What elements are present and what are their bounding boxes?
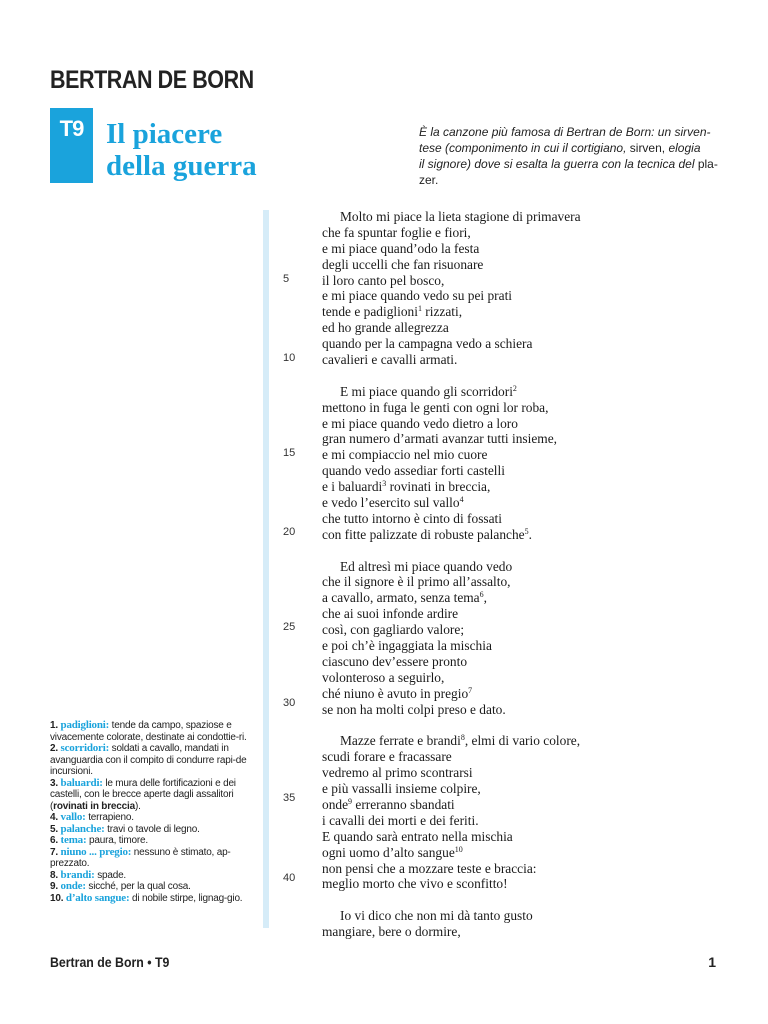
poem-line: meglio morto che vivo e sconfitto! [322, 876, 508, 892]
poem-line: mangiare, bere o dormire, [322, 924, 461, 940]
author-heading: BERTRAN DE BORN [50, 66, 254, 94]
intro-text: il signore) dove si esalta la guerra con la tecnica del [419, 157, 695, 171]
poem-line: scudi forare e fracassare [322, 749, 452, 765]
footnote: 4. vallo: terrapieno. [50, 811, 134, 823]
footnote: 6. tema: paura, timore. [50, 834, 148, 846]
poem-line: il loro canto pel bosco, [322, 272, 445, 288]
line-number: 40 [283, 872, 296, 884]
poem-line: e mi piace quando vedo dietro a loro [322, 415, 518, 431]
poem-line: con fitte palizzate di robuste palanche$^5$. [322, 526, 532, 542]
intro-paragraph [419, 124, 719, 188]
poem-line: che il signore è il primo all’assalto, [322, 574, 511, 590]
poem-line: onde$^9$ erreranno sbandati [322, 796, 455, 812]
page-title [106, 118, 257, 182]
line-number: 35 [283, 792, 296, 804]
poem-line: e poi ch’è ingaggiata la mischia [322, 638, 492, 654]
poem-line: ed ho grande allegrezza [322, 320, 449, 336]
line-number: 25 [283, 621, 296, 633]
poem-line: non pensi che a mozzare teste e braccia: [322, 860, 537, 876]
footnote-ref[interactable]: 3 [382, 479, 387, 489]
poem-line: se non ha molti colpi preso e dato. [322, 701, 506, 717]
title-line-1: Il piacere [106, 118, 223, 150]
footnote-ref[interactable]: 1 [417, 304, 422, 314]
footnotes [50, 720, 250, 904]
footnote: 1. padiglioni: tende da campo, spaziose e vivacemente colorate, destinate ai condottie-ri. [50, 719, 247, 743]
poem-line: tende e padiglioni$^1$ rizzati, [322, 304, 463, 320]
intro-text: elogia [665, 141, 701, 155]
line-number: 20 [283, 526, 296, 538]
footnote: 3. baluardi: le mura delle fortificazioni e dei castelli, con le brecce aperte dagli assalitori (rovinati in breccia). [50, 776, 236, 812]
footnote: 2. scorridori: soldati a cavallo, mandati in avanguardia con il compito di condurre rapi-de incursioni. [50, 742, 247, 777]
poem-line: degli uccelli che fan risuonare [322, 256, 484, 272]
footnote-ref[interactable]: 6 [479, 590, 484, 600]
poem-line: cavalieri e cavalli armati. [322, 352, 458, 368]
footnote-ref[interactable]: 4 [459, 495, 464, 505]
footnote-ref[interactable]: 5 [524, 526, 529, 536]
footnote-ref[interactable]: 7 [468, 685, 473, 695]
poem-line: ogni uomo d’alto sangue$^{10}$ [322, 844, 463, 860]
intro-text: sirven, [626, 141, 666, 155]
intro-text: pla- [694, 157, 718, 171]
poem-line: e mi piace quando vedo su pei prati [322, 288, 513, 304]
poem-line: e mi compiaccio nel mio cuore [322, 447, 488, 463]
footnote-ref[interactable]: 9 [348, 796, 353, 806]
intro-text: È la canzone più famosa di Bertran de Born: un sirven- [419, 125, 711, 139]
title-line-2: della guerra [106, 150, 257, 182]
text-number-badge: T9 [50, 108, 93, 183]
poem-line: e mi piace quand’odo la festa [322, 240, 480, 256]
poem-line: Ed altresì mi piace quando vedo [340, 558, 513, 574]
poem-line: E quando sarà entrato nella mischia [322, 828, 513, 844]
poem-line: Mazze ferrate e brandi$^8$, elmi di vario colore, [340, 733, 581, 749]
footnote: 10. d’alto sangue: di nobile stirpe, lignag-gio. [50, 891, 243, 904]
poem-line: mettono in fuga le genti con ogni lor roba, [322, 399, 549, 415]
poem-line: che tutto intorno è cinto di fossati [322, 510, 502, 526]
poem-text [322, 209, 581, 940]
intro-text: zer. [419, 173, 439, 187]
poem-line: e vedo l’esercito sul vallo$^4$ [322, 495, 464, 511]
poem-line: ché niuno è avuto in pregio$^7$ [322, 685, 473, 701]
poem-line: che fa spuntar foglie e fiori, [322, 224, 471, 240]
line-number: 15 [283, 447, 296, 459]
poem-line: e più vassalli insieme colpire, [322, 781, 481, 797]
poem-line: volonteroso a seguirlo, [322, 669, 445, 685]
poem-line: E mi piace quando gli scorridori$^2$ [340, 383, 517, 399]
line-number: 10 [283, 352, 296, 364]
margin-bar [263, 210, 269, 928]
running-footer: Bertran de Born • T9 [50, 954, 170, 970]
poem-line: quando per la campagna vedo a schiera [322, 336, 533, 352]
footnote: 9. onde: sicché, per la qual cosa. [50, 880, 191, 892]
poem-line: così, con gagliardo valore; [322, 622, 465, 638]
poem-line: Molto mi piace la lieta stagione di primavera [340, 209, 581, 224]
poem-line: vedremo al primo scontrarsi [322, 765, 473, 781]
footnote: 7. niuno ... pregio: nessuno è stimato, ap-prezzato. [50, 845, 231, 869]
poem-line: i cavalli dei morti e dei feriti. [322, 812, 479, 828]
poem-line: e i baluardi$^3$ rovinati in breccia, [322, 479, 491, 495]
poem-line: a cavallo, armato, senza tema$^6$, [322, 590, 487, 606]
footnote: 8. brandi: spade. [50, 868, 127, 881]
footnote: 5. palanche: travi o tavole di legno. [50, 822, 200, 835]
page-number: 1 [708, 954, 716, 970]
footnote-ref[interactable]: 8 [460, 733, 465, 743]
line-number: 5 [283, 273, 290, 285]
line-number: 30 [283, 697, 296, 709]
footnote-ref[interactable]: 10 [454, 844, 463, 854]
poem-line: ciascuno dev’essere pronto [322, 653, 468, 669]
poem-line: quando vedo assediar forti castelli [322, 463, 505, 479]
poem-line: che ai suoi infonde ardire [322, 606, 459, 622]
intro-text: tese (componimento in cui il cortigiano, [419, 141, 627, 155]
poem-line: gran numero d’armati avanzar tutti insieme, [322, 431, 557, 447]
footnote-ref[interactable]: 2 [512, 383, 517, 393]
poem-line: Io vi dico che non mi dà tanto gusto [340, 908, 533, 924]
